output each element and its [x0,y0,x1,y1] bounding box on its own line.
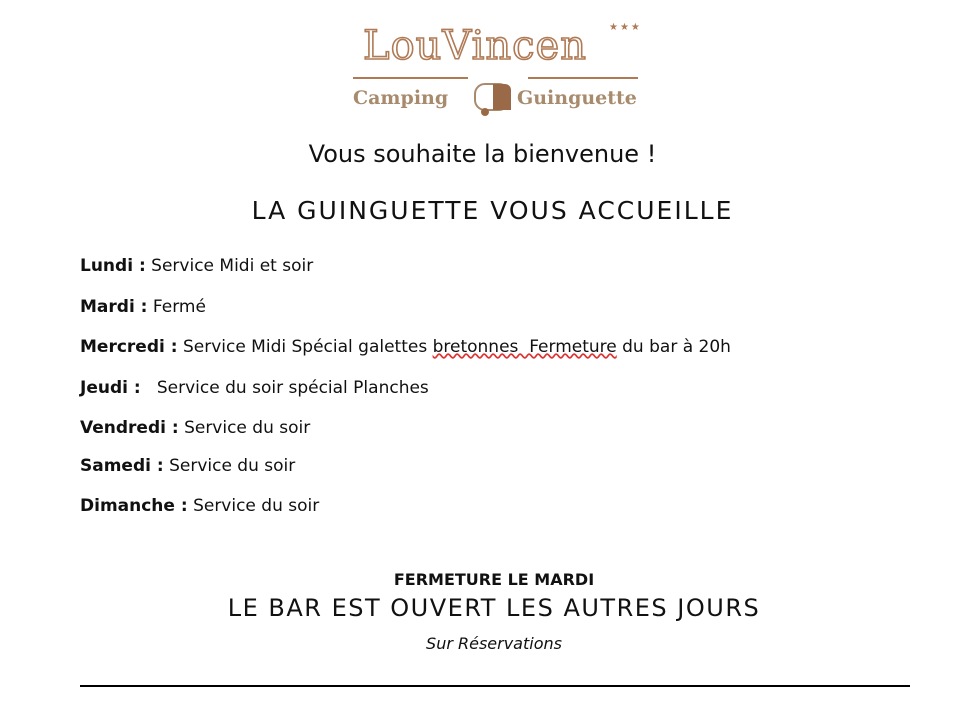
day-text: Service Midi Spécial galettes [182,337,433,357]
schedule-line-samedi [80,456,295,476]
reservation-note: Sur Réservations [426,634,562,653]
stars-icon: ★★★ [609,22,642,33]
day-text: Fermé [152,297,206,317]
day-text: Service du soir [184,418,311,438]
day-label: Mercredi : [80,337,178,357]
day-label: Dimanche : [80,496,188,516]
day-text: Service du soir [193,496,320,516]
schedule-line-vendredi [80,418,310,438]
day-text: Service Midi et soir [151,256,314,276]
logo [345,18,645,118]
day-label: Vendredi : [80,418,179,438]
logo-guinguette: Guinguette [517,87,637,109]
day-label: Lundi : [80,256,146,276]
day-label: Jeudi : [80,378,141,398]
day-text-rest: du bar à 20h [616,337,731,357]
spellcheck-text: bretonnes Fermeture [432,337,617,357]
day-label: Samedi : [80,456,164,476]
logo-camping: Camping [353,87,449,109]
bar-notice: LE BAR EST OUVERT LES AUTRES JOURS [227,594,761,622]
schedule-line-jeudi [80,378,429,398]
logo-title: LouVincen [363,23,587,69]
welcome-text: Vous souhaite la bienvenue ! [308,140,657,168]
day-text: Service du soir [169,456,296,476]
schedule-line-mardi [80,297,206,317]
closure-notice: FERMETURE LE MARDI [393,570,595,589]
day-text: Service du soir spécial Planches [146,378,429,398]
schedule-line-dimanche [80,496,319,516]
day-label: Mardi : [80,297,148,317]
horizontal-rule [80,685,910,687]
garland-decoration [353,76,643,80]
caravan-icon [473,78,513,118]
schedule-line-lundi [80,256,313,276]
schedule-line-mercredi [80,337,731,357]
main-heading: LA GUINGUETTE VOUS ACCUEILLE [251,196,734,225]
